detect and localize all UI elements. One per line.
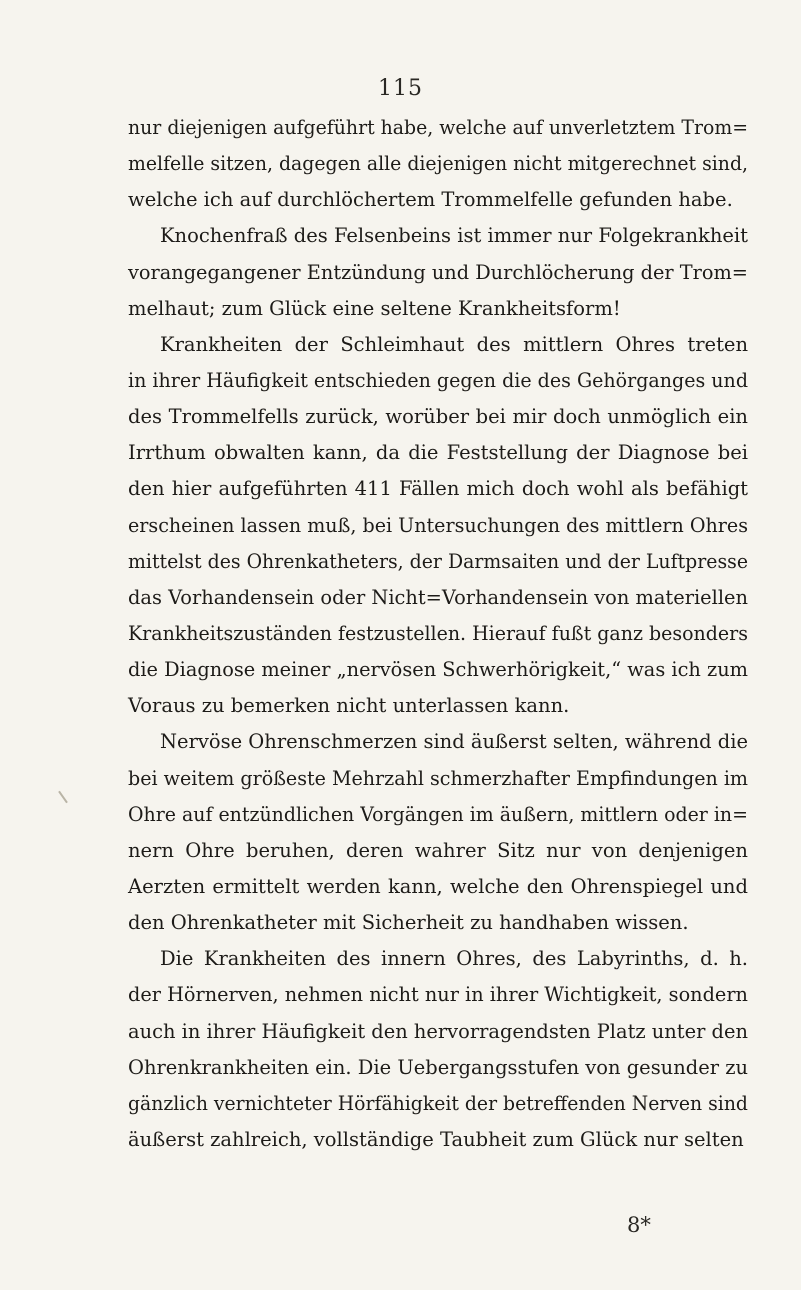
text-line: welche ich auf durchlöchertem Trommelfelle gefunden habe.	[128, 188, 733, 212]
page-number: 115	[378, 76, 423, 101]
text-line: das Vorhandensein oder Nicht=Vorhandensein von materiellen	[128, 585, 748, 609]
text-line: den Ohrenkatheter mit Sicherheit zu handhaben wissen.	[128, 911, 689, 935]
text-line: Krankheitszuständen festzustellen. Hierauf fußt ganz besonders	[128, 621, 748, 645]
text-line: in ihrer Häufigkeit entschieden gegen die des Gehörganges und	[128, 368, 749, 392]
text-line: Die Krankheiten des innern Ohres, des Labyrinths, d. h.	[160, 947, 748, 971]
text-line: Ohre auf entzündlichen Vorgängen im äußern, mittlern oder in=	[128, 802, 748, 826]
text-line: melhaut; zum Glück eine seltene Krankheitsform!	[128, 296, 621, 320]
text-line: Nervöse Ohrenschmerzen sind äußerst selten, während die	[160, 730, 749, 754]
text-line: nern Ohre beruhen, deren wahrer Sitz nur von denjenigen	[128, 838, 748, 862]
body-text	[128, 110, 748, 1158]
printer-signature: 8*	[627, 1213, 651, 1237]
text-line: der Hörnerven, nehmen nicht nur in ihrer Wichtigkeit, sondern	[128, 983, 748, 1007]
text-line: Aerzten ermittelt werden kann, welche den Ohrenspiegel und	[128, 874, 748, 898]
text-line: Ohrenkrankheiten ein. Die Uebergangsstufen von gesunder zu	[128, 1055, 748, 1079]
text-line: Knochenfraß des Felsenbeins ist immer nur Folgekrankheit	[160, 224, 748, 248]
text-line: Krankheiten der Schleimhaut des mittlern Ohres treten	[160, 332, 749, 356]
text-line: äußerst zahlreich, vollständige Taubheit zum Glück nur selten	[128, 1127, 744, 1151]
text-line: den hier aufgeführten 411 Fällen mich doch wohl als befähigt	[128, 477, 749, 501]
text-line: bei weitem größeste Mehrzahl schmerzhafter Empfindungen im	[128, 766, 748, 790]
text-line: die Diagnose meiner „nervösen Schwerhörigkeit,“ was ich zum	[128, 658, 748, 682]
paper-mark	[58, 791, 68, 804]
text-line: gänzlich vernichteter Hörfähigkeit der betreffenden Nerven sind	[128, 1091, 748, 1115]
text-line: des Trommelfells zurück, worüber bei mir doch unmöglich ein	[128, 405, 748, 429]
text-line: Voraus zu bemerken nicht unterlassen kann.	[128, 694, 570, 718]
text-line: nur diejenigen aufgeführt habe, welche auf unverletztem Trom=	[128, 116, 749, 139]
text-line: auch in ihrer Häufigkeit den hervorragendsten Platz unter den	[128, 1019, 748, 1043]
text-line: mittelst des Ohrenkatheters, der Darmsaiten und der Luftpresse	[128, 549, 749, 573]
text-line: erscheinen lassen muß, bei Untersuchungen des mittlern Ohres	[128, 513, 749, 537]
text-line: Irrthum obwalten kann, da die Feststellung der Diagnose bei	[128, 441, 749, 465]
text-line: vorangegangener Entzündung und Durchlöcherung der Trom=	[128, 260, 748, 284]
text-line: melfelle sitzen, dagegen alle diejenigen nicht mitgerechnet sind,	[128, 152, 749, 176]
